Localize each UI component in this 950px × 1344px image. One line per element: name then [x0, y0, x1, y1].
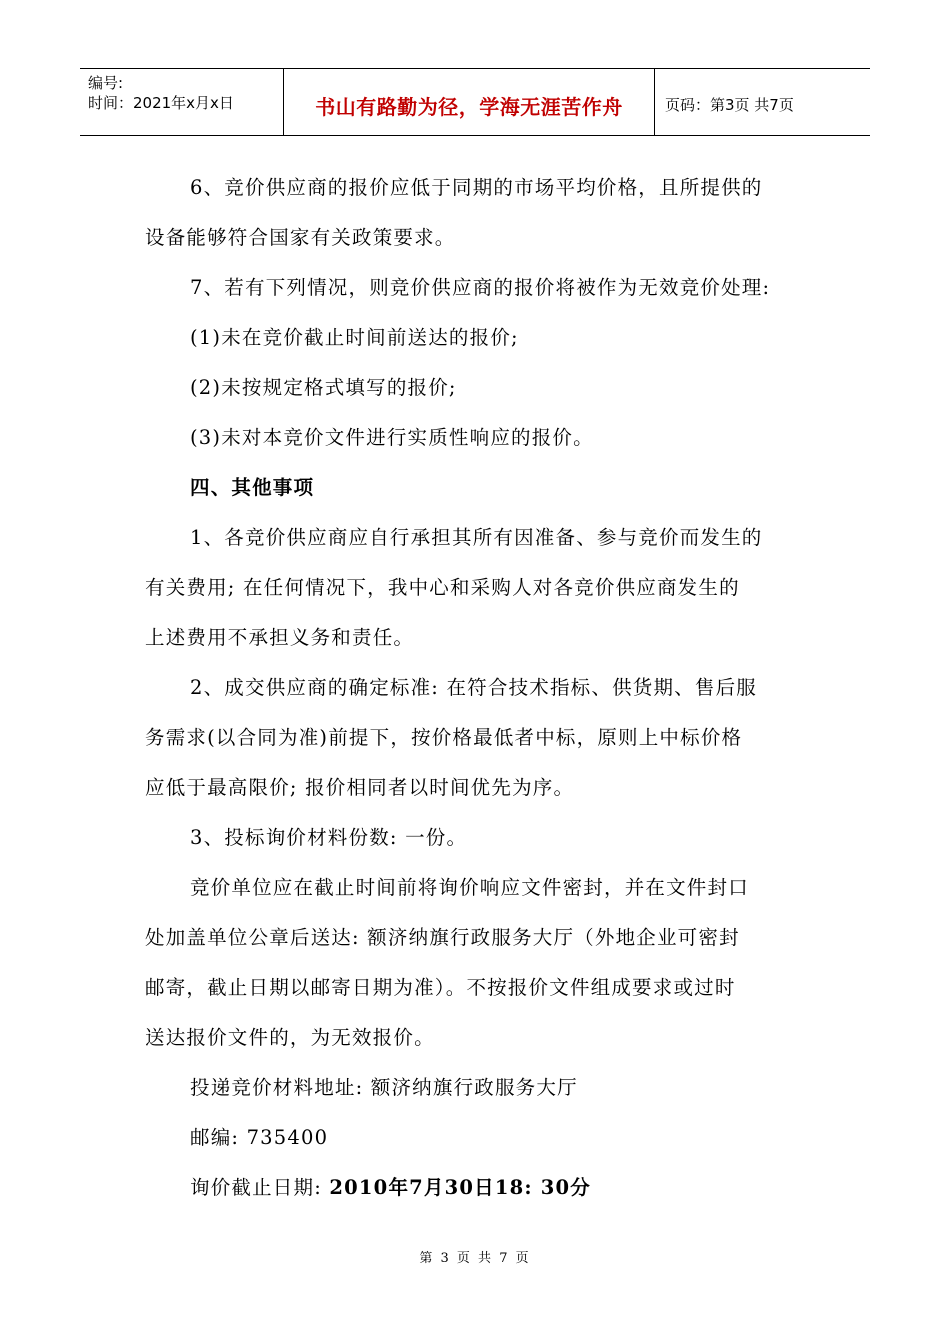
paragraph-line: 设备能够符合国家有关政策要求。: [145, 226, 456, 249]
deadline-value: 2010年7月30日18: 30分: [329, 1176, 592, 1199]
postcode-line: 邮编: 735400: [190, 1126, 329, 1149]
paragraph-line: 3、投标询价材料份数: 一份。: [190, 826, 468, 849]
header-motto: 书山有路勤为径，学海无涯苦作舟: [315, 94, 623, 119]
paragraph-line: 有关费用; 在任何情况下，我中心和采购人对各竞价供应商发生的: [145, 576, 740, 599]
paragraph-line: 务需求(以合同为准)前提下，按价格最低者中标，原则上中标价格: [145, 726, 743, 749]
document-date-label: 时间：2021年x月x日: [88, 94, 234, 112]
list-item: (2)未按规定格式填写的报价;: [190, 376, 457, 399]
paragraph-line: 处加盖单位公章后送达: 额济纳旗行政服务大厅（外地企业可密封: [145, 926, 740, 949]
paragraph-line: 邮寄，截止日期以邮寄日期为准）。不按报价文件组成要求或过时: [145, 976, 736, 999]
section-heading: 四、其他事项: [190, 476, 315, 499]
document-header: [80, 68, 870, 136]
paragraph-line: 6、竞价供应商的报价应低于同期的市场平均价格，且所提供的: [190, 176, 763, 199]
header-page-cell: [655, 69, 870, 135]
address-line: 投递竞价材料地址: 额济纳旗行政服务大厅: [190, 1076, 578, 1099]
paragraph-line: 送达报价文件的，为无效报价。: [145, 1026, 435, 1049]
paragraph-line: 竞价单位应在截止时间前将询价响应文件密封，并在文件封口: [190, 876, 749, 899]
page-footer: 第 3 页 共 7 页: [419, 1251, 531, 1266]
list-item: (3)未对本竞价文件进行实质性响应的报价。: [190, 426, 594, 449]
paragraph-line: 上述费用不承担义务和责任。: [145, 626, 415, 649]
paragraph-line: 2、成交供应商的确定标准: 在符合技术指标、供货期、售后服: [190, 676, 757, 699]
list-item: (1)未在竞价截止时间前送达的报价;: [190, 326, 519, 349]
paragraph-line: 1、各竞价供应商应自行承担其所有因准备、参与竞价而发生的: [190, 526, 763, 549]
deadline-line: [190, 1172, 591, 1200]
deadline-label: 询价截止日期:: [190, 1176, 330, 1199]
header-page-label: 页码：第3页 共7页: [665, 95, 794, 114]
document-number-label: 编号:: [88, 74, 124, 92]
header-left-cell: [80, 69, 283, 135]
paragraph-line: 应低于最高限价; 报价相同者以时间优先为序。: [145, 776, 575, 799]
paragraph-line: 7、若有下列情况，则竞价供应商的报价将被作为无效竞价处理:: [190, 276, 771, 299]
header-motto-cell: [283, 69, 655, 135]
